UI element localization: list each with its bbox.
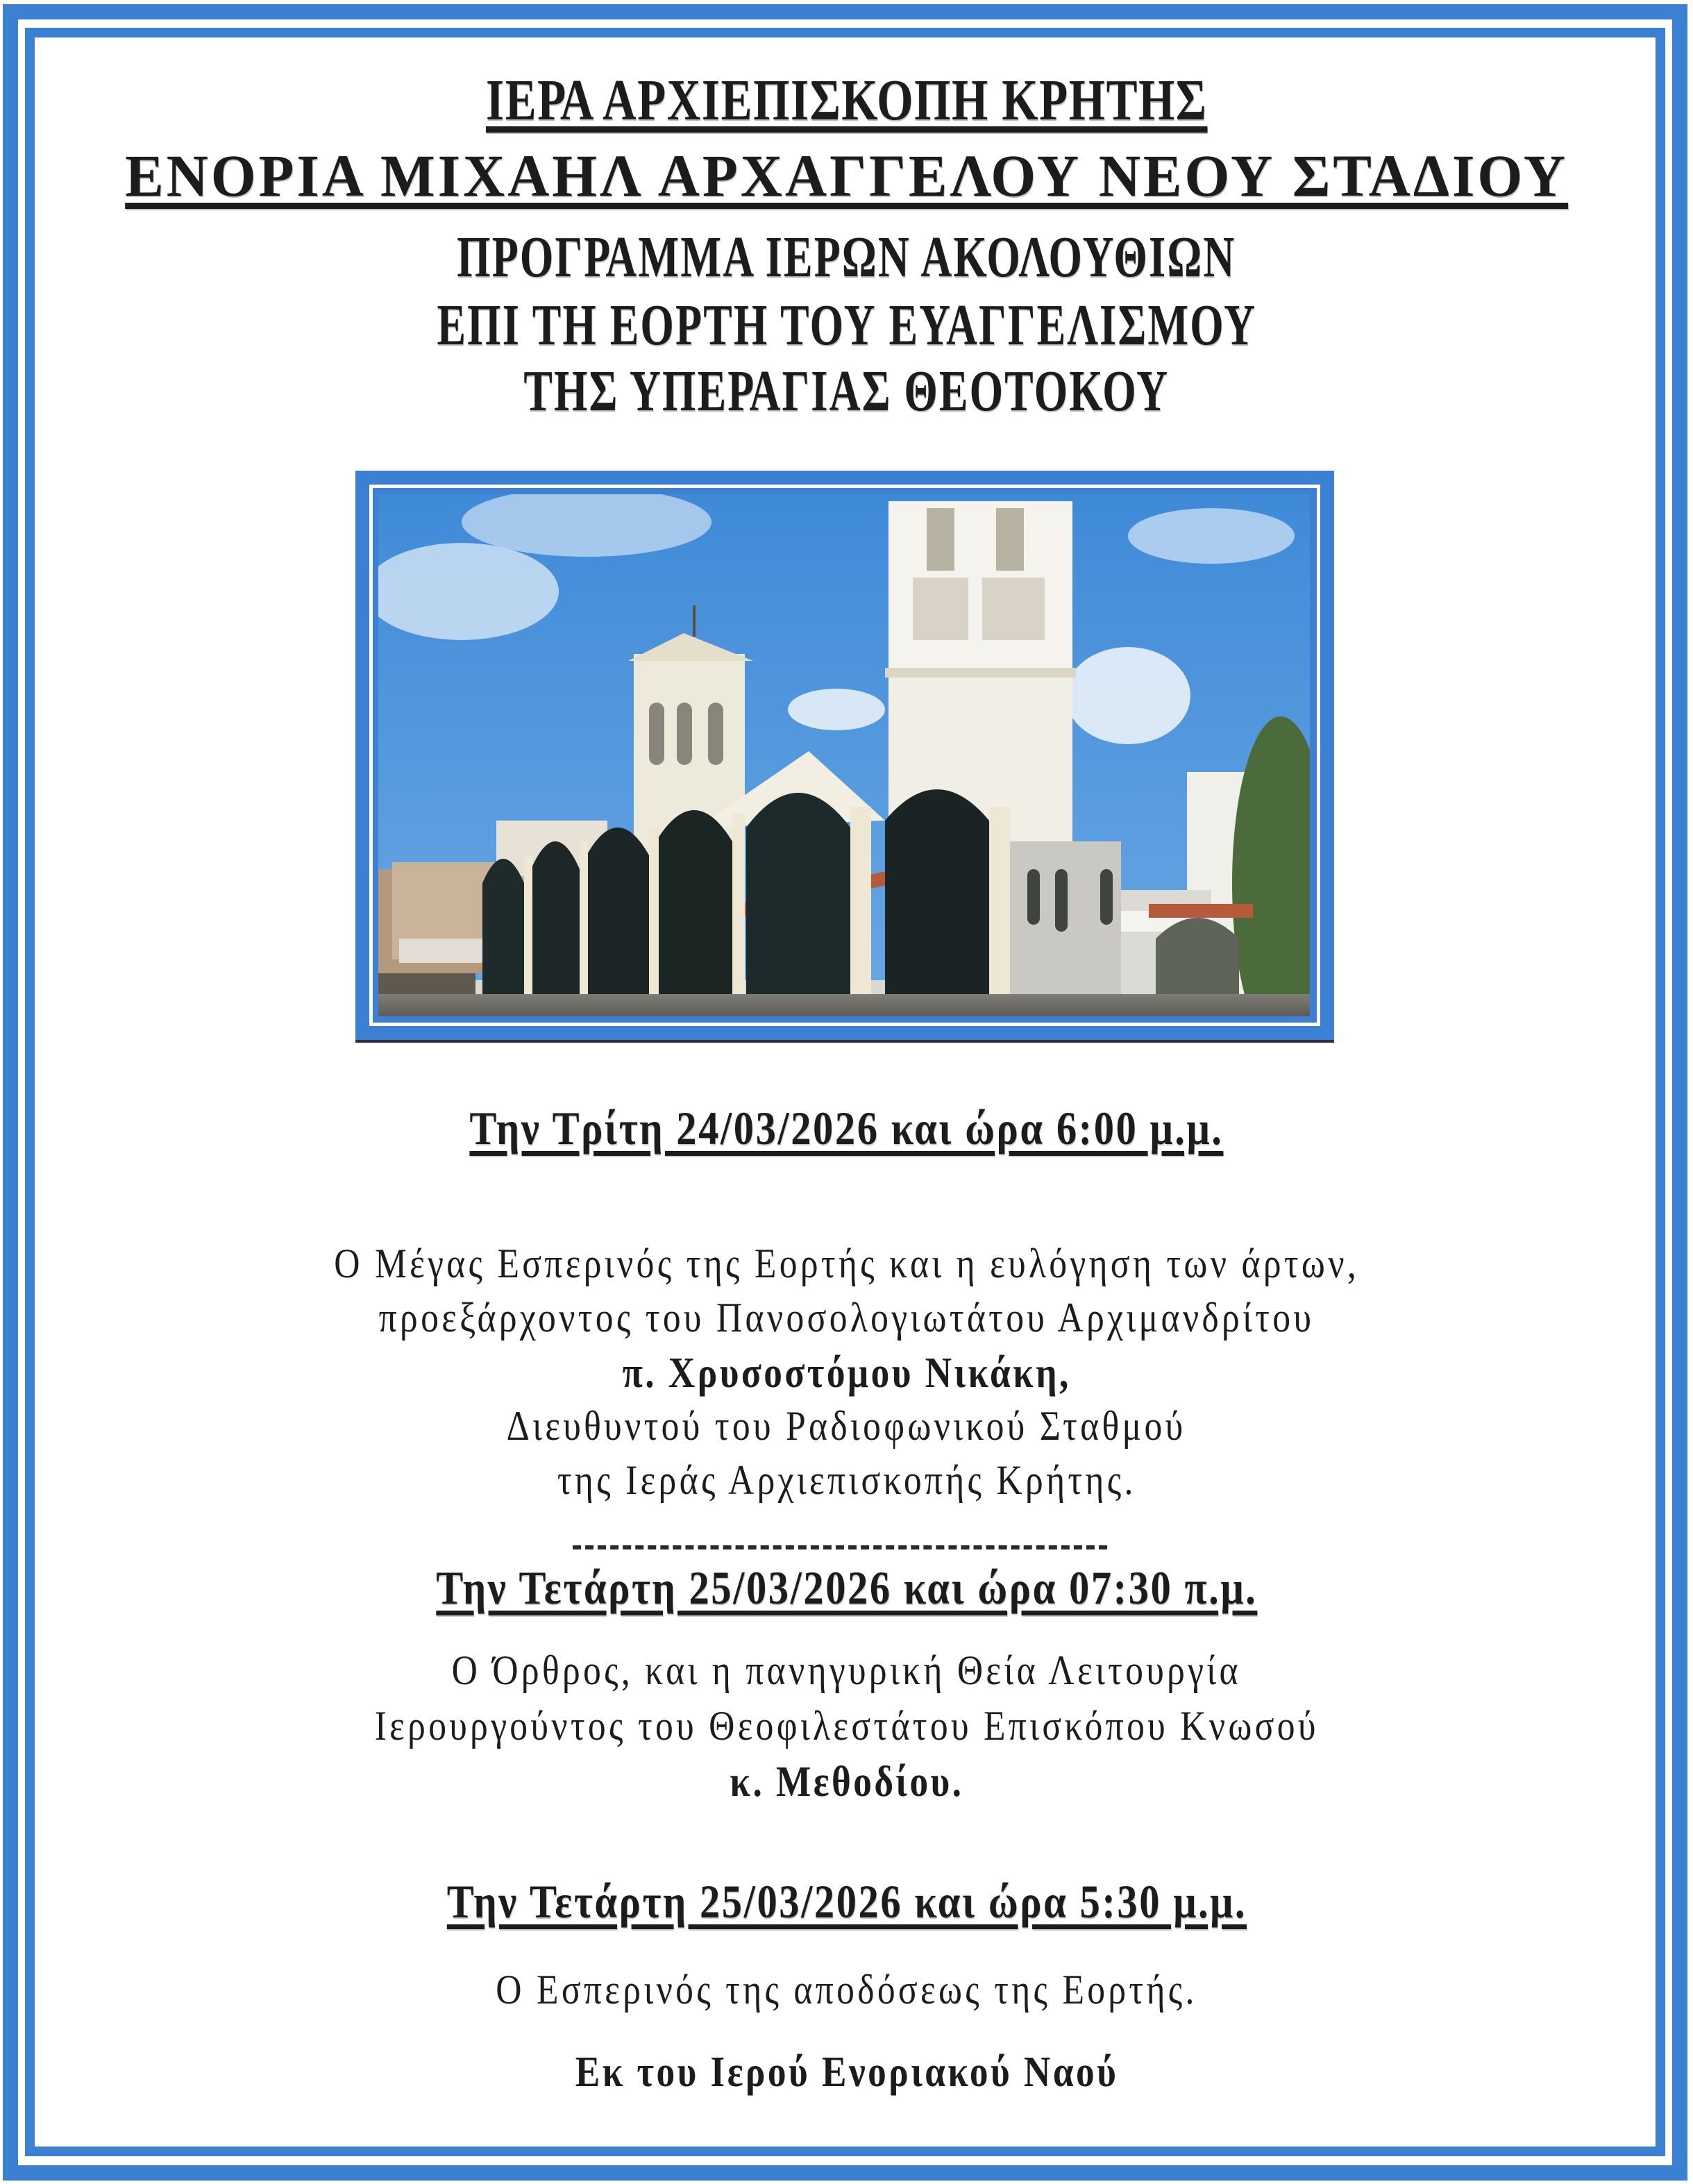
service-1-celebrant-text: π. Χρυσοστόμου Νικάκη, [622,1350,1071,1397]
service-1-desc-line-2-text: προεξάρχοντος του Πανοσολογιωτάτου Αρχιμανδρίτου [378,1295,1315,1341]
service-1-desc-line-1 [0,1240,1693,1288]
service-1-datetime [0,1101,1693,1156]
service-2-desc-line-2 [0,1702,1693,1750]
service-2-datetime-text: Την Τετάρτη 25/03/2026 και ώρα 07:30 π.μ. [435,1561,1258,1614]
dashed-separator [573,1545,1107,1549]
service-1-desc-line-2 [0,1294,1693,1342]
church-photo [378,494,1310,1016]
service-2-datetime [0,1561,1693,1615]
title-program-text: ΠΡΟΓΡΑΜΜΑ ΙΕΡΩΝ ΑΚΟΛΟΥΘΙΩΝ [457,225,1236,289]
title-feast-text: ΕΠΙ ΤΗ ΕΟΡΤΗ ΤΟΥ ΕΥΑΓΓΕΛΙΣΜΟΥ [437,293,1256,358]
footer-location-text: Εκ του Ιερού Ενοριακού Ναού [575,2049,1118,2096]
service-1-title-line-1 [0,1402,1693,1450]
service-1-title-line-2-text: της Ιεράς Αρχιεπισκοπής Κρήτης. [557,1457,1136,1503]
service-3-datetime [0,1874,1693,1929]
service-3-desc-line-1 [0,1966,1693,2014]
service-1-title-line-2 [0,1456,1693,1504]
service-3-datetime-text: Την Τετάρτη 25/03/2026 και ώρα 5:30 μ.μ. [446,1875,1247,1928]
service-2-celebrant [0,1758,1693,1807]
service-1-celebrant [0,1349,1693,1398]
service-2-desc-line-2-text: Ιερουργούντος του Θεοφιλεστάτου Επισκόπου Κνωσού [374,1703,1319,1749]
footer-location [0,2048,1693,2097]
title-program [0,224,1693,291]
title-archdiocese-text: ΙΕΡΑ ΑΡΧΙΕΠΙΣΚΟΠΗ ΚΡΗΤΗΣ [485,68,1208,133]
service-2-celebrant-text: κ. Μεθοδίου. [729,1758,964,1806]
service-2-desc-line-1 [0,1647,1693,1695]
title-theotokos-text: ΤΗΣ ΥΠΕΡΑΓΙΑΣ ΘΕΟΤΟΚΟΥ [523,359,1170,423]
title-feast [0,292,1693,359]
service-1-datetime-text: Την Τρίτη 24/03/2026 και ώρα 6:00 μ.μ. [469,1102,1224,1154]
title-archdiocese [0,67,1693,134]
title-theotokos [0,358,1693,425]
photo-frame [355,471,1334,1040]
service-3-desc-line-1-text: Ο Εσπερινός της αποδόσεως της Εορτής. [496,1967,1197,2013]
title-parish [0,141,1693,210]
service-1-title-line-1-text: Διευθυντού του Ραδιοφωνικού Σταθμού [507,1403,1186,1449]
service-1-desc-line-1-text: Ο Μέγας Εσπερινός της Εορτής και η ευλόγηση των άρτων, [334,1241,1359,1286]
service-2-desc-line-1-text: Ο Όρθρος, και η πανηγυρική Θεία Λειτουργία [451,1647,1242,1693]
title-parish-text: ΕΝΟΡΙΑ ΜΙΧΑΗΛ ΑΡΧΑΓΓΕΛΟΥ ΝΕΟΥ ΣΤΑΔΙΟΥ [125,142,1568,209]
